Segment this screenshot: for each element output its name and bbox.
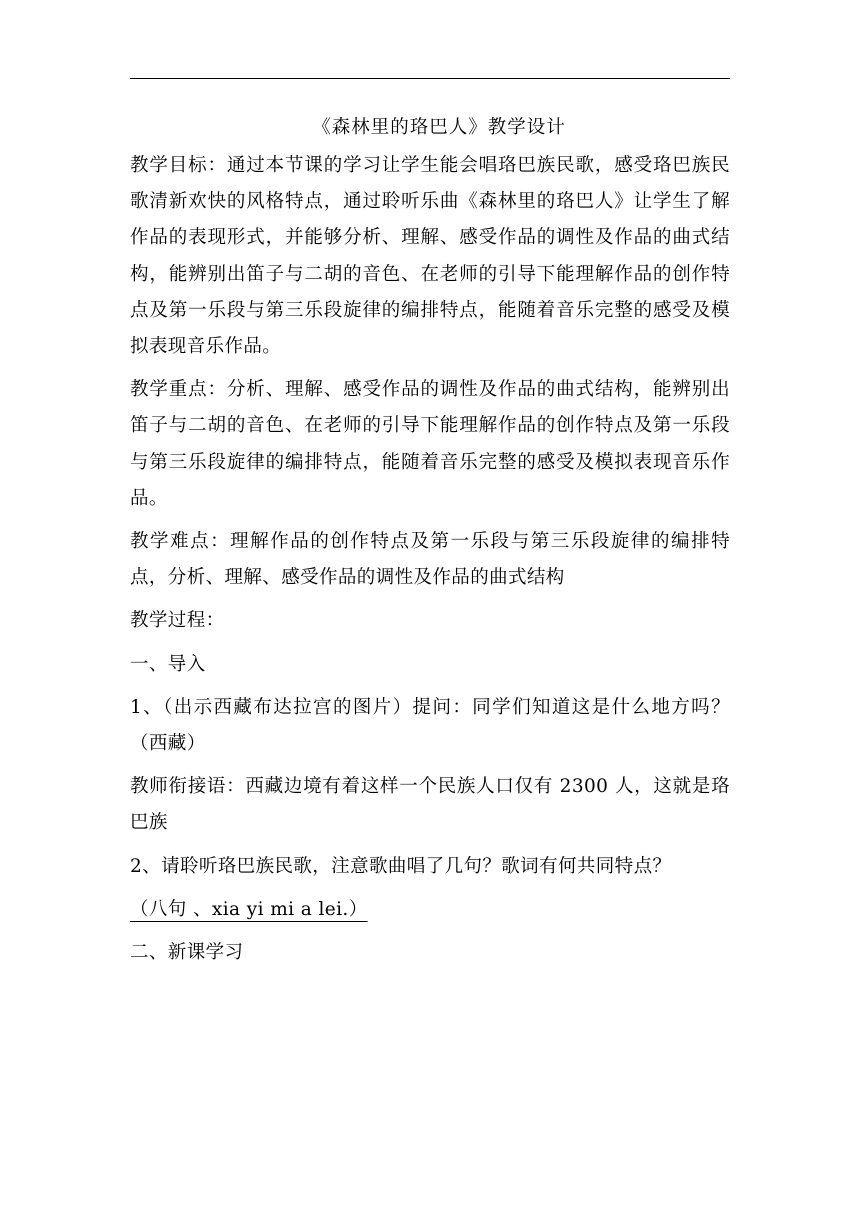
intro-answer-2 [130, 892, 730, 928]
section-new-lesson-heading: 二、新课学习 [130, 942, 244, 964]
teaching-process-heading: 教学过程： [130, 610, 225, 632]
document-body [130, 108, 730, 978]
intro-answer-2-text: （八句 、xia yi mi a lei.） [130, 898, 368, 920]
intro-question-2: 2、请聆听珞巴族民歌，注意歌曲唱了几句？歌词有何共同特点？ [130, 855, 672, 877]
header-rule [130, 78, 730, 79]
teaching-goals-paragraph: 教学目标：通过本节课的学习让学生能会唱珞巴族民歌，感受珞巴族民歌清新欢快的风格特点，通过聆听乐曲《森林里的珞巴人》让学生了解作品的表现形式，并能够分析、理解、感受作品的调性及作品的曲式结构，能辨别出笛子与二胡的音色、在老师的引导下能理解作品的创作特点及第一乐段与第三乐段旋律的编排特点，能随着音乐完整的感受及模拟表现音乐作品。 [130, 155, 730, 358]
teaching-difficulties-paragraph: 教学难点：理解作品的创作特点及第一乐段与第三乐段旋律的编排特点，分析、理解、感受作品的调性及作品的曲式结构 [130, 531, 730, 589]
section-intro-heading: 一、导入 [130, 653, 206, 675]
teacher-transition-paragraph: 教师衔接语：西藏边境有着这样一个民族人口仅有 2300 人，这就是珞巴族 [130, 776, 730, 834]
teaching-key-points-paragraph: 教学重点：分析、理解、感受作品的调性及作品的曲式结构，能辨别出笛子与二胡的音色、在老师的引导下能理解作品的创作特点及第一乐段与第三乐段旋律的编排特点，能随着音乐完整的感受及模拟表现音乐作品。 [130, 379, 730, 509]
intro-question-1: 1、（出示西藏布达拉宫的图片）提问：同学们知道这是什么地方吗？（西藏） [130, 696, 730, 755]
document-title: 《森林里的珞巴人》教学设计 [312, 117, 566, 138]
